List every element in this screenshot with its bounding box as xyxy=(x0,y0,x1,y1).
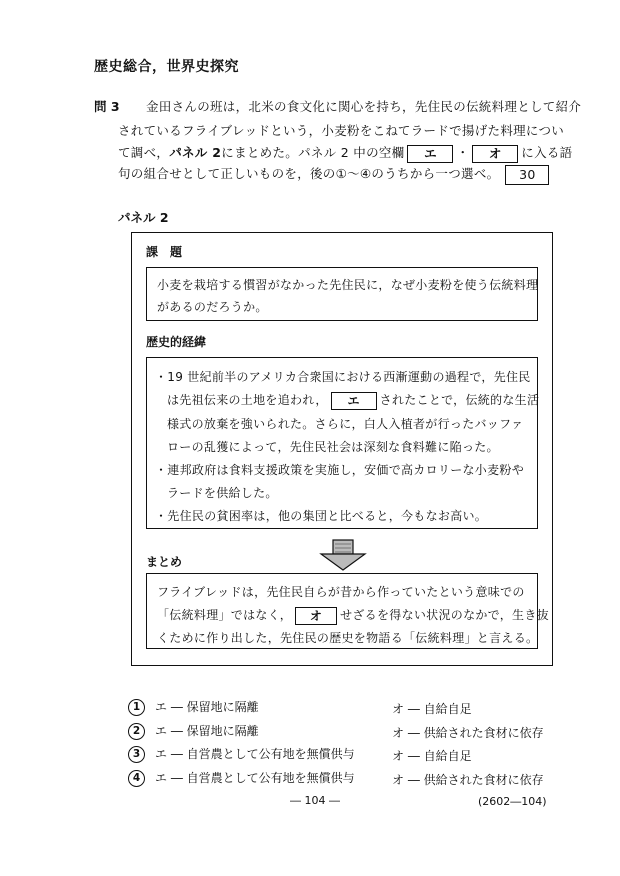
question-line-4 xyxy=(118,164,549,185)
page-heading: 歴史総合，世界史探究 xyxy=(94,59,239,75)
history-b2-line-1: ・連邦政府は食料支援政策を実施し，安価で高カロリーな小麦粉や xyxy=(155,463,525,477)
blank-box-e: エ xyxy=(407,145,453,163)
summary-line-3: くために作り出した，先住民の歴史を物語る「伝統料理」と言える。 xyxy=(157,631,539,645)
kadai-line-2: があるのだろうか。 xyxy=(157,300,268,314)
history-b1-line-3: 様式の放棄を強いられた。さらに，白人入植者が行ったバッファ xyxy=(167,417,524,431)
choice-2-o: オ ― 供給された食材に依存 xyxy=(392,726,544,740)
kadai-box xyxy=(146,267,538,321)
choice-4[interactable] xyxy=(128,769,355,787)
separator-dot: ・ xyxy=(456,145,470,160)
summary-blank-box-o: オ xyxy=(295,607,337,625)
question-line-3-pre: て調べ， xyxy=(118,145,170,160)
page-code: (2602―104) xyxy=(478,795,547,808)
section-title-kadai: 課 題 xyxy=(146,245,183,259)
summary-line-2 xyxy=(157,606,549,625)
choice-2[interactable] xyxy=(128,722,259,740)
panel-reference: パネル 2 xyxy=(169,145,222,160)
history-b3-line-1: ・先住民の貧困率は，他の集団と比べると，今もなお高い。 xyxy=(155,509,488,523)
choice-3[interactable] xyxy=(128,745,355,763)
choice-1-o: オ ― 自給自足 xyxy=(392,702,472,716)
page-number: ― 104 ― xyxy=(290,794,340,807)
choice-number-2: 2 xyxy=(128,723,145,740)
question-line-2: されているフライブレッドという，小麦粉をこねてラードで揚げた料理につい xyxy=(118,123,565,138)
question-line-3 xyxy=(118,143,572,163)
history-b1-line-2 xyxy=(167,391,539,410)
choice-4-o: オ ― 供給された食材に依存 xyxy=(392,773,544,787)
history-b1-line-1: ・19 世紀前半のアメリカ合衆国における西漸運動の過程で，先住民 xyxy=(155,370,531,384)
question-line-3-post: に入る語 xyxy=(521,145,573,160)
panel-label: パネル 2 xyxy=(118,210,169,225)
question-line-1: 金田さんの班は，北米の食文化に関心を持ち，先住民の伝統料理として紹介 xyxy=(146,99,582,114)
panel-2 xyxy=(131,232,553,666)
choice-1-e: エ ― 保留地に隔離 xyxy=(155,700,259,714)
choice-number-1: 1 xyxy=(128,699,145,716)
answer-number-box: 30 xyxy=(505,165,549,185)
history-b1-line-2-post: されたことで，伝統的な生活 xyxy=(379,393,540,407)
choice-4-e: エ ― 自営農として公有地を無償供与 xyxy=(155,771,355,785)
down-arrow-icon xyxy=(318,539,368,571)
section-title-summary: まとめ xyxy=(146,555,183,569)
choice-3-o: オ ― 自給自足 xyxy=(392,749,472,763)
choice-number-4: 4 xyxy=(128,770,145,787)
history-b1-line-4: ローの乱獲によって，先住民社会は深刻な食料難に陥った。 xyxy=(167,440,499,454)
choice-number-3: 3 xyxy=(128,746,145,763)
history-blank-box-e: エ xyxy=(331,392,377,410)
blank-box-o: オ xyxy=(472,145,518,163)
summary-line-1: フライブレッドは，先住民自らが昔から作っていたという意味での xyxy=(157,585,525,599)
history-b1-line-2-pre: は先祖伝来の土地を追われ， xyxy=(167,393,328,407)
summary-line-2-pre: 「伝統料理」ではなく， xyxy=(157,608,293,622)
question-line-4-text: 句の組合せとして正しいものを，後の①～④のうちから一つ選べ。 xyxy=(118,166,500,181)
summary-box xyxy=(146,573,549,649)
summary-line-2-post: せざるを得ない状況のなかで，生き抜 xyxy=(340,608,549,622)
question-line-3-mid: にまとめた。パネル 2 中の空欄 xyxy=(221,145,405,160)
choice-1[interactable] xyxy=(128,698,259,716)
kadai-line-1: 小麦を栽培する慣習がなかった先住民に，なぜ小麦粉を使う伝統料理 xyxy=(157,278,539,292)
history-b2-line-2: ラードを供給した。 xyxy=(167,486,278,500)
question-number: 問 3 xyxy=(94,99,120,114)
history-box xyxy=(146,357,538,529)
choice-3-e: エ ― 自営農として公有地を無償供与 xyxy=(155,747,355,761)
choice-2-e: エ ― 保留地に隔離 xyxy=(155,724,259,738)
section-title-history: 歴史的経緯 xyxy=(146,335,207,349)
